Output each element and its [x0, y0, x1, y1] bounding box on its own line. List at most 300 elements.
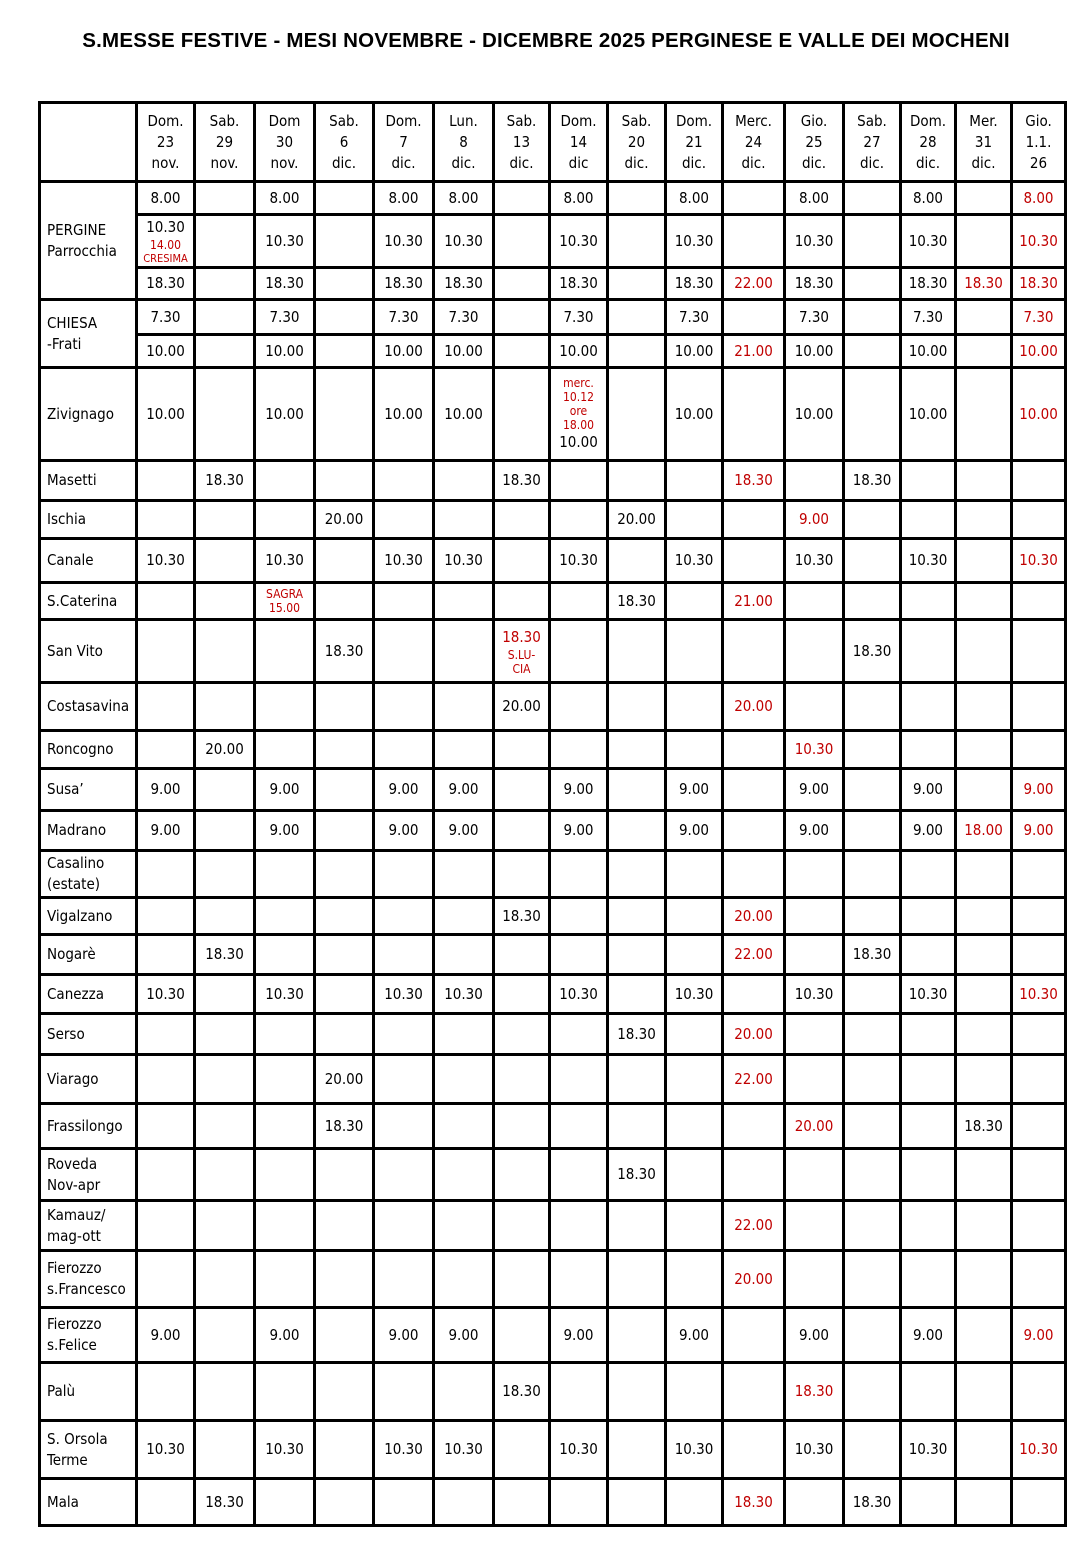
schedule-cell: [901, 898, 956, 935]
schedule-cell: 10.30: [1012, 539, 1066, 583]
schedule-cell: [901, 935, 956, 975]
schedule-cell: 20.00: [315, 1055, 374, 1104]
corner-cell: [40, 103, 137, 182]
schedule-cell: [315, 935, 374, 975]
schedule-cell: [1012, 731, 1066, 769]
schedule-cell: [494, 583, 550, 620]
schedule-cell: 18.30: [494, 461, 550, 501]
schedule-cell: [844, 1149, 901, 1201]
table-row: [40, 501, 1066, 539]
church-name: Fierozzo s.Felice: [40, 1308, 137, 1363]
schedule-cell: 10.30: [137, 1421, 195, 1479]
schedule-cell: [315, 1363, 374, 1421]
schedule-cell: [608, 300, 666, 335]
schedule-cell: [608, 731, 666, 769]
schedule-cell: [137, 1104, 195, 1149]
schedule-cell: 10.30: [550, 539, 608, 583]
schedule-cell: 9.00: [255, 769, 315, 811]
schedule-cell: [666, 1055, 723, 1104]
table-row: [40, 731, 1066, 769]
schedule-cell: [374, 620, 434, 683]
schedule-cell: [785, 851, 844, 898]
schedule-cell: [374, 1055, 434, 1104]
column-header: [608, 103, 666, 182]
schedule-cell: 9.00: [901, 1308, 956, 1363]
schedule-cell: [666, 683, 723, 731]
schedule-cell: [315, 851, 374, 898]
schedule-cell: [374, 935, 434, 975]
schedule-cell: 10.00: [785, 368, 844, 461]
schedule-cell: 20.00: [494, 683, 550, 731]
schedule-cell: [956, 769, 1012, 811]
schedule-cell: [434, 1251, 494, 1308]
schedule-cell: [494, 1104, 550, 1149]
church-name: Roveda Nov-apr: [40, 1149, 137, 1201]
schedule-cell: [844, 182, 901, 215]
schedule-cell: 9.00: [374, 1308, 434, 1363]
schedule-cell: [844, 1363, 901, 1421]
schedule-cell-line: CIA: [512, 661, 531, 676]
schedule-cell: [494, 1201, 550, 1251]
church-name: S.Caterina: [40, 583, 137, 620]
schedule-cell: [255, 1014, 315, 1055]
schedule-cell: 9.00: [255, 811, 315, 851]
schedule-cell: 10.30: [374, 539, 434, 583]
schedule-cell: [901, 501, 956, 539]
schedule-cell: 9.00: [666, 811, 723, 851]
schedule-cell: [723, 539, 785, 583]
schedule-cell: [785, 1251, 844, 1308]
schedule-cell: 9.00: [901, 769, 956, 811]
schedule-cell: [255, 935, 315, 975]
schedule-cell: 22.00: [723, 1201, 785, 1251]
schedule-cell: [666, 851, 723, 898]
column-header-label: Sab. 29 nov.: [209, 111, 240, 172]
schedule-cell: 7.30: [255, 300, 315, 335]
schedule-cell: [844, 1014, 901, 1055]
schedule-cell: [137, 1149, 195, 1201]
schedule-cell: [723, 975, 785, 1014]
table-row: [40, 1479, 1066, 1526]
schedule-cell: [137, 851, 195, 898]
schedule-cell: [723, 1149, 785, 1201]
schedule-cell-line: 10.30: [146, 218, 185, 236]
schedule-cell: [956, 300, 1012, 335]
schedule-cell: [494, 1479, 550, 1526]
schedule-cell: [434, 731, 494, 769]
schedule-cell: [785, 1014, 844, 1055]
schedule-cell: 10.30: [1012, 215, 1066, 268]
column-header-label: Dom. 21 dic.: [675, 111, 713, 172]
schedule-cell: [195, 1421, 255, 1479]
church-name: Madrano: [40, 811, 137, 851]
schedule-cell: [844, 368, 901, 461]
schedule-cell: 10.30: [785, 1421, 844, 1479]
schedule-cell: [494, 731, 550, 769]
schedule-cell: [956, 975, 1012, 1014]
schedule-cell: [666, 583, 723, 620]
schedule-cell: 10.00: [255, 335, 315, 368]
schedule-cell: 10.00: [255, 368, 315, 461]
schedule-cell: 10.00: [374, 368, 434, 461]
schedule-cell: [434, 898, 494, 935]
schedule-cell: [434, 461, 494, 501]
schedule-cell: 20.00: [723, 898, 785, 935]
schedule-cell: [723, 769, 785, 811]
schedule-cell: 20.00: [785, 1104, 844, 1149]
schedule-cell: [137, 1055, 195, 1104]
schedule-cell: [550, 1014, 608, 1055]
schedule-cell: [608, 811, 666, 851]
schedule-cell: [785, 1201, 844, 1251]
schedule-cell: [195, 898, 255, 935]
schedule-cell: 18.30: [844, 620, 901, 683]
schedule-cell: [901, 1104, 956, 1149]
schedule-cell: [374, 898, 434, 935]
schedule-cell: 8.00: [434, 182, 494, 215]
schedule-cell: 10.30: [434, 1421, 494, 1479]
schedule-cell: [195, 975, 255, 1014]
schedule-cell: [844, 1421, 901, 1479]
table-row: [40, 1055, 1066, 1104]
schedule-cell: [374, 1149, 434, 1201]
schedule-cell: [550, 731, 608, 769]
schedule-cell: [315, 769, 374, 811]
column-header: [374, 103, 434, 182]
schedule-cell: [550, 935, 608, 975]
schedule-cell: [374, 583, 434, 620]
schedule-cell: [315, 975, 374, 1014]
schedule-cell: [844, 898, 901, 935]
schedule-cell: [315, 335, 374, 368]
church-name: CHIESA -Frati: [40, 300, 137, 368]
schedule-cell: 8.00: [785, 182, 844, 215]
schedule-cell: [494, 935, 550, 975]
schedule-cell: [494, 851, 550, 898]
schedule-cell: [608, 1104, 666, 1149]
church-name: Kamauz/ mag-ott: [40, 1201, 137, 1251]
schedule-cell: 10.30: [901, 975, 956, 1014]
table-row: [40, 335, 1066, 368]
schedule-cell: [901, 1055, 956, 1104]
schedule-cell: [315, 811, 374, 851]
schedule-cell: [956, 1251, 1012, 1308]
schedule-cell: 9.00: [374, 769, 434, 811]
schedule-cell: [374, 683, 434, 731]
schedule-cell: 8.00: [901, 182, 956, 215]
schedule-cell: 18.30: [608, 1149, 666, 1201]
schedule-cell: [195, 182, 255, 215]
schedule-cell: [315, 898, 374, 935]
church-name: Vigalzano: [40, 898, 137, 935]
schedule-cell-line: 10.12: [563, 389, 594, 404]
schedule-cell: [494, 1308, 550, 1363]
schedule-cell: [956, 461, 1012, 501]
schedule-cell: [195, 215, 255, 268]
schedule-cell: [315, 539, 374, 583]
schedule-cell: 9.00: [666, 1308, 723, 1363]
table-row: [40, 769, 1066, 811]
schedule-cell: [901, 683, 956, 731]
schedule-cell: [315, 1479, 374, 1526]
schedule-cell: [494, 300, 550, 335]
schedule-cell: [1012, 1149, 1066, 1201]
schedule-cell-line: 14.00: [150, 238, 181, 252]
schedule-cell: [550, 1104, 608, 1149]
schedule-cell: [901, 851, 956, 898]
schedule-cell: [494, 1055, 550, 1104]
schedule-cell-line: CRESIMA: [143, 252, 188, 265]
schedule-cell: [785, 1055, 844, 1104]
table-row: [40, 268, 1066, 300]
schedule-cell: [137, 731, 195, 769]
schedule-cell: 21.00: [723, 583, 785, 620]
schedule-cell: [137, 935, 195, 975]
schedule-cell: 10.30: [785, 539, 844, 583]
schedule-cell: [550, 1363, 608, 1421]
schedule-cell: [723, 1104, 785, 1149]
schedule-cell: [956, 1479, 1012, 1526]
church-name: Nogarè: [40, 935, 137, 975]
table-row: [40, 583, 1066, 620]
table-row: [40, 1201, 1066, 1251]
schedule-cell: [844, 215, 901, 268]
schedule-cell: 18.30: [844, 1479, 901, 1526]
schedule-cell: [195, 1014, 255, 1055]
schedule-cell: [494, 539, 550, 583]
schedule-cell: [608, 1201, 666, 1251]
schedule-cell: [901, 1149, 956, 1201]
schedule-cell: [137, 461, 195, 501]
schedule-cell: [608, 851, 666, 898]
schedule-cell: [844, 1251, 901, 1308]
schedule-cell: [1012, 1055, 1066, 1104]
schedule-cell: 9.00: [901, 811, 956, 851]
schedule-cell: [956, 1014, 1012, 1055]
schedule-cell: 7.30: [550, 300, 608, 335]
schedule-cell: 10.30: [255, 1421, 315, 1479]
schedule-cell: [195, 1104, 255, 1149]
schedule-cell: [494, 215, 550, 268]
column-header-label: Dom. 14 dic: [560, 111, 597, 172]
schedule-cell: [374, 1479, 434, 1526]
schedule-cell: [723, 1421, 785, 1479]
schedule-cell: [608, 769, 666, 811]
schedule-cell: [844, 583, 901, 620]
schedule-cell: [315, 268, 374, 300]
church-name: Roncogno: [40, 731, 137, 769]
table-row: [40, 975, 1066, 1014]
schedule-cell: [956, 215, 1012, 268]
schedule-cell: [844, 335, 901, 368]
schedule-cell: 10.00: [550, 335, 608, 368]
schedule-cell: 8.00: [255, 182, 315, 215]
schedule-cell: 18.30: [956, 1104, 1012, 1149]
schedule-cell: 7.30: [785, 300, 844, 335]
schedule-cell: 10.00: [374, 335, 434, 368]
schedule-cell: [844, 1104, 901, 1149]
schedule-cell: [195, 1308, 255, 1363]
church-name: Masetti: [40, 461, 137, 501]
table-row: [40, 300, 1066, 335]
column-header-label: Sab. 20 dic.: [621, 111, 652, 172]
schedule-cell: [195, 300, 255, 335]
schedule-cell: [666, 1014, 723, 1055]
column-header: [1012, 103, 1066, 182]
schedule-cell: [956, 583, 1012, 620]
schedule-cell: [956, 683, 1012, 731]
schedule-cell: 10.30: [901, 1421, 956, 1479]
schedule-cell: [550, 368, 608, 461]
schedule-cell: [901, 461, 956, 501]
schedule-cell: 9.00: [434, 811, 494, 851]
schedule-cell: [195, 1363, 255, 1421]
schedule-cell: 20.00: [723, 683, 785, 731]
schedule-cell: [315, 583, 374, 620]
schedule-cell: 10.30: [434, 539, 494, 583]
schedule-cell: [195, 368, 255, 461]
schedule-cell: 10.00: [901, 335, 956, 368]
schedule-cell: [844, 851, 901, 898]
schedule-cell: [666, 620, 723, 683]
schedule-cell: [956, 1363, 1012, 1421]
schedule-cell-line: S.LU-: [507, 647, 536, 662]
table-row: [40, 368, 1066, 461]
header-row: [40, 103, 1066, 182]
schedule-cell: [723, 1363, 785, 1421]
schedule-cell: [666, 1149, 723, 1201]
schedule-cell: 18.30: [844, 461, 901, 501]
schedule-cell: 8.00: [666, 182, 723, 215]
table-row: [40, 1308, 1066, 1363]
schedule-cell: [137, 501, 195, 539]
schedule-cell: 10.30: [255, 215, 315, 268]
schedule-cell: [723, 620, 785, 683]
schedule-cell: [844, 731, 901, 769]
table-row: [40, 1149, 1066, 1201]
schedule-cell: [1012, 851, 1066, 898]
schedule-cell: [494, 811, 550, 851]
schedule-cell: 10.30: [137, 539, 195, 583]
schedule-cell: 9.00: [434, 769, 494, 811]
schedule-cell: 18.30: [255, 268, 315, 300]
schedule-cell: [608, 898, 666, 935]
schedule-cell: 10.30: [1012, 975, 1066, 1014]
schedule-cell: 18.00: [956, 811, 1012, 851]
schedule-cell: 10.30: [550, 215, 608, 268]
schedule-cell: [550, 683, 608, 731]
schedule-cell: 10.00: [785, 335, 844, 368]
schedule-cell: [1012, 1363, 1066, 1421]
schedule-cell: [255, 1055, 315, 1104]
schedule-cell: [494, 1421, 550, 1479]
schedule-cell: [494, 975, 550, 1014]
schedule-cell: 10.30: [374, 215, 434, 268]
schedule-cell: [315, 1308, 374, 1363]
schedule-cell: 18.30: [785, 1363, 844, 1421]
schedule-cell: 7.30: [901, 300, 956, 335]
schedule-cell: [723, 851, 785, 898]
schedule-cell: [434, 583, 494, 620]
schedule-cell: [494, 368, 550, 461]
schedule-cell: 18.30: [137, 268, 195, 300]
schedule-cell-line: 18.00: [563, 417, 594, 432]
schedule-cell: [956, 1149, 1012, 1201]
schedule-cell: [844, 501, 901, 539]
schedule-cell: 10.30: [666, 215, 723, 268]
schedule-cell: [374, 1251, 434, 1308]
table-row: [40, 1363, 1066, 1421]
schedule-cell: [195, 1201, 255, 1251]
schedule-cell: [608, 1363, 666, 1421]
schedule-cell: [550, 898, 608, 935]
schedule-cell: [550, 1251, 608, 1308]
schedule-cell: 9.00: [1012, 811, 1066, 851]
schedule-cell: [956, 935, 1012, 975]
schedule-cell: [785, 935, 844, 975]
schedule-cell: [1012, 1201, 1066, 1251]
schedule-cell: [666, 935, 723, 975]
column-header-label: Gio. 25 dic.: [800, 111, 828, 172]
schedule-cell: 18.30: [195, 461, 255, 501]
schedule-cell: 10.00: [666, 335, 723, 368]
page-title: S.MESSE FESTIVE - MESI NOVEMBRE - DICEMBRE 2025 PERGINESE E VALLE DEI MOCHENI: [82, 29, 1010, 52]
schedule-cell: [956, 1308, 1012, 1363]
schedule-cell: [785, 898, 844, 935]
church-name: Canale: [40, 539, 137, 583]
schedule-cell: [1012, 1251, 1066, 1308]
schedule-cell: [844, 1201, 901, 1251]
schedule-cell: 22.00: [723, 268, 785, 300]
schedule-cell: 9.00: [137, 769, 195, 811]
schedule-cell: [315, 683, 374, 731]
schedule-cell: [195, 811, 255, 851]
schedule-cell: 10.00: [137, 335, 195, 368]
schedule-cell: [785, 583, 844, 620]
schedule-cell: [434, 1055, 494, 1104]
schedule-cell: [255, 501, 315, 539]
schedule-cell: [844, 811, 901, 851]
schedule-cell: [901, 731, 956, 769]
schedule-cell: [137, 215, 195, 268]
table-row: [40, 215, 1066, 268]
schedule-cell: [195, 851, 255, 898]
column-header: [434, 103, 494, 182]
schedule-cell: [255, 1201, 315, 1251]
schedule-cell: 9.00: [785, 501, 844, 539]
schedule-cell: 10.30: [255, 975, 315, 1014]
schedule-cell: [956, 182, 1012, 215]
schedule-cell: [785, 620, 844, 683]
schedule-cell: 9.00: [550, 769, 608, 811]
schedule-cell: 10.30: [901, 539, 956, 583]
schedule-cell: [723, 501, 785, 539]
schedule-cell: [844, 769, 901, 811]
schedule-cell: 10.00: [1012, 368, 1066, 461]
church-name: Palù: [40, 1363, 137, 1421]
church-name: Costasavina: [40, 683, 137, 731]
schedule-cell: [255, 1363, 315, 1421]
schedule-cell-line: SAGRA: [265, 587, 303, 601]
schedule-cell: [550, 1149, 608, 1201]
schedule-cell: [137, 1479, 195, 1526]
schedule-cell: [255, 683, 315, 731]
schedule-cell: [374, 461, 434, 501]
schedule-cell: 18.30: [666, 268, 723, 300]
schedule-cell: [374, 1104, 434, 1149]
schedule-cell: 8.00: [374, 182, 434, 215]
schedule-cell: 9.00: [374, 811, 434, 851]
